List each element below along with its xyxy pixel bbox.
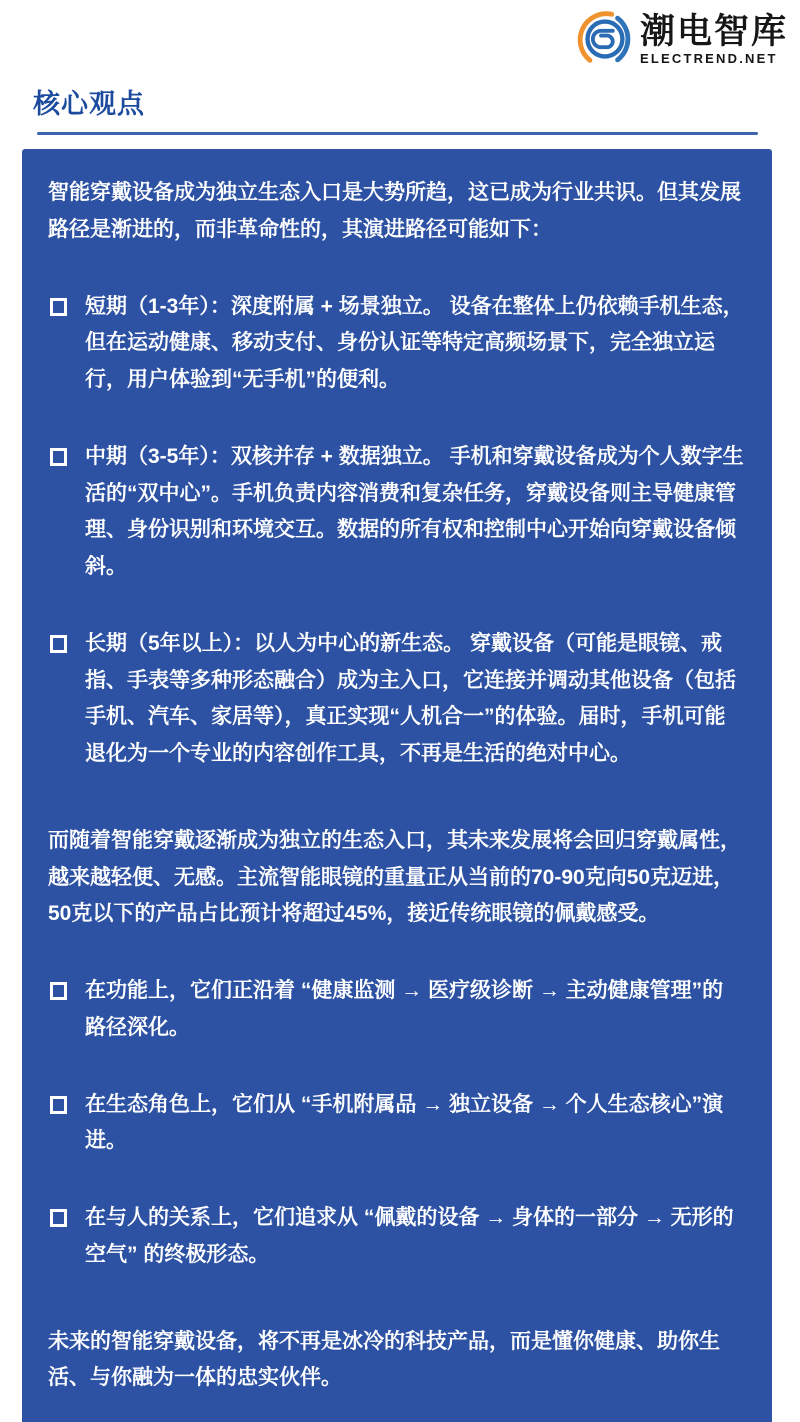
page-title: 核心观点 xyxy=(33,89,145,119)
bullet-short-term xyxy=(48,289,744,399)
square-bullet-icon xyxy=(50,635,67,653)
trait-bullet-list xyxy=(48,973,744,1274)
bullet-ecosystem-role-text: 在生态角色上，它们从 “手机附属品 → 独立设备 → 个人生态核心”演进。 xyxy=(85,1092,724,1153)
brand-text xyxy=(639,11,788,66)
square-bullet-icon xyxy=(50,1209,67,1227)
bullet-mid-term-text: 中期（3-5年）：双核并存 + 数据独立。 手机和穿戴设备成为个人数字生活的“双中心”。手机负责内容消费和复杂任务，穿戴设备则主导健康管理、身份识别和环境交互。数据的所有权和控制中心开始向穿戴设备倾斜。 xyxy=(85,444,744,578)
bullet-short-term-text: 短期（1-3年）：深度附属 + 场景独立。 设备在整体上仍依赖手机生态，但在运动健康、移动支付、身份认证等特定高频场景下，完全独立运行，用户体验到“无手机”的便利。 xyxy=(85,294,744,391)
brand-domain: ELECTREND.NET xyxy=(639,50,778,66)
closing-paragraph: 未来的智能穿戴设备，将不再是冰冷的科技产品，而是懂你健康、助你生活、与你融为一体的忠实伙伴。 xyxy=(48,1329,720,1390)
intro-paragraph: 智能穿戴设备成为独立生态入口是大势所趋，这已成为行业共识。但其发展路径是渐进的，而非革命性的，其演进路径可能如下： xyxy=(48,181,741,241)
bullet-human-relation-text: 在与人的关系上，它们追求从 “佩戴的设备 → 身体的一部分 → 无形的空气” 的终极形态。 xyxy=(85,1206,734,1266)
mid-paragraph: 而随着智能穿戴逐渐成为独立的生态入口，其未来发展将会回归穿戴属性，越来越轻便、无感。主流智能眼镜的重量正从当前的70-90克向50克迈进，50克以下的产品占比预计将超过45%，接近传统眼镜的佩戴感受。 xyxy=(48,828,741,926)
brand-ring-icon xyxy=(573,8,635,70)
bullet-function-path-text: 在功能上，它们正沿着 “健康监测 → 医疗级诊断 → 主动健康管理”的路径深化。 xyxy=(85,979,724,1039)
header xyxy=(0,0,800,68)
square-bullet-icon xyxy=(50,982,67,1000)
square-bullet-icon xyxy=(50,298,67,316)
bullet-long-term-text: 长期（5年以上）：以人为中心的新生态。 穿戴设备（可能是眼镜、戒指、手表等多种形态融合）成为主入口，它连接并调动其他设备（包括手机、汽车、家居等），真正实现“人机合一”的体验。届时，手机可能退化为一个专业的内容创作工具，不再是生活的绝对中心。 xyxy=(85,631,736,765)
bullet-mid-term xyxy=(48,439,744,586)
core-viewpoints-panel xyxy=(22,149,772,1422)
bullet-human-relation xyxy=(48,1200,744,1274)
bullet-long-term xyxy=(48,626,744,773)
brand-name: 潮电智库 xyxy=(639,11,788,51)
bullet-ecosystem-role xyxy=(48,1087,744,1161)
square-bullet-icon xyxy=(50,448,67,466)
phase-bullet-list xyxy=(48,289,744,773)
bullet-function-path xyxy=(48,973,744,1047)
brand-logo xyxy=(573,8,788,70)
square-bullet-icon xyxy=(50,1096,67,1114)
title-underline xyxy=(37,132,758,135)
